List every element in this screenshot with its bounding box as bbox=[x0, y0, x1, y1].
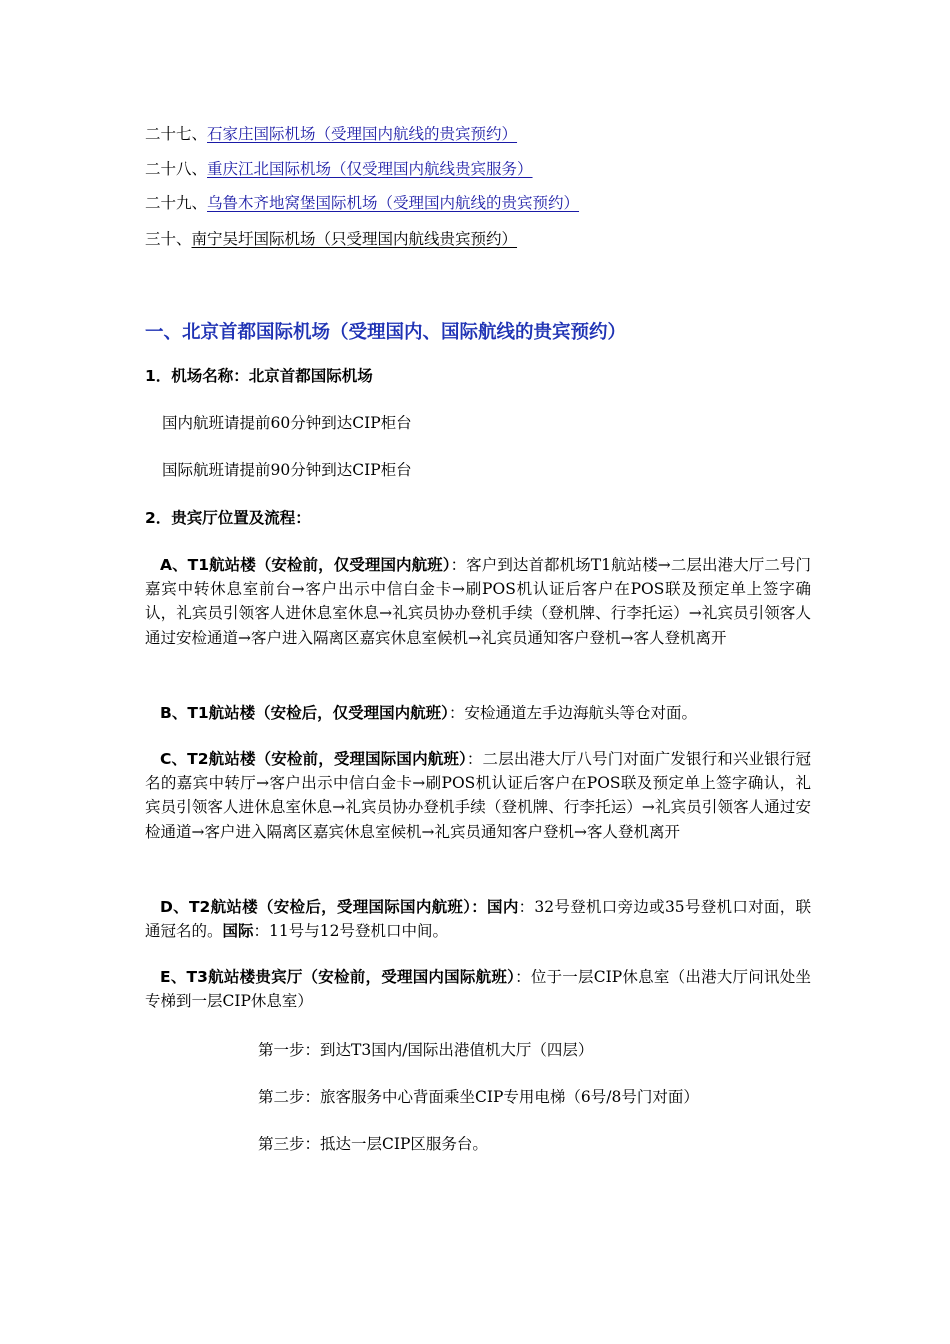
paragraph-d bbox=[145, 895, 811, 943]
paragraph-b bbox=[145, 701, 811, 725]
paragraph-e bbox=[145, 965, 811, 1013]
section-heading: 一、北京首都国际机场（受理国内、国际航线的贵宾预约） bbox=[145, 322, 627, 343]
item2-title: 2．贵宾厅位置及流程： bbox=[145, 509, 311, 527]
toc-item-link[interactable]: 石家庄国际机场（受理国内航线的贵宾预约） bbox=[207, 125, 518, 143]
paragraph-d-intl-text: ：11号与12号登机口中间。 bbox=[253, 922, 448, 941]
toc-item bbox=[145, 193, 579, 213]
paragraph-e-label: E、T3航站楼贵宾厅（安检前，受理国内国际航班） bbox=[160, 968, 516, 986]
paragraph-c-label: C、T2航站楼（安检前，受理国际国内航班） bbox=[160, 750, 467, 768]
toc-item-link[interactable]: 乌鲁木齐地窝堡国际机场（受理国内航线的贵宾预约） bbox=[207, 194, 580, 212]
step-3: 第三步：抵达一层CIP区服务台。 bbox=[258, 1135, 488, 1153]
toc-item-link[interactable]: 重庆江北国际机场（仅受理国内航线贵宾服务） bbox=[207, 159, 533, 178]
toc-item-number: 二十七、 bbox=[145, 125, 208, 143]
toc-item-link[interactable]: 南宁吴圩国际机场（只受理国内航线贵宾预约） bbox=[191, 230, 518, 248]
toc-item bbox=[145, 159, 579, 179]
intl-note: 国际航班请提前90分钟到达CIP柜台 bbox=[162, 461, 412, 479]
paragraph-d-intl-label: 国际 bbox=[222, 922, 254, 941]
toc-item bbox=[145, 124, 579, 144]
paragraph-b-label: B、T1航站楼（安检后，仅受理国内航班） bbox=[160, 704, 449, 722]
toc-item-number: 二十九、 bbox=[145, 194, 208, 212]
paragraph-a-text: ：客户到达首都机场T1航站楼→二层出港大厅二号门嘉宾中转休息室前台→客户出示中信白金卡→刷POS机认证后客户在POS联及预定单上签字确认，礼宾员引领客人进休息室休息→礼宾员协办登机手续（登机牌、行李托运）→礼宾员引领客人通过安检通道→客户进入隔离区嘉宾休息室候机→礼宾员通知客户登机→客人登机离开 bbox=[145, 556, 811, 647]
toc-item bbox=[145, 229, 579, 249]
toc-item-number: 三十、 bbox=[145, 230, 192, 248]
paragraph-d-text: ：32号登机口旁边或35号登机口对面，联通冠名的。 bbox=[145, 898, 811, 941]
paragraph-a bbox=[145, 553, 811, 650]
toc-list bbox=[145, 124, 579, 264]
paragraph-e-text: ：位于一层CIP休息室（出港大厅问讯处坐专梯到一层CIP休息室） bbox=[145, 968, 811, 1011]
paragraph-d-label: D、T2航站楼（安检后，受理国际国内航班）：国内 bbox=[160, 898, 519, 916]
step-1: 第一步：到达T3国内/国际出港值机大厅（四层） bbox=[258, 1041, 594, 1059]
toc-item-number: 二十八、 bbox=[145, 159, 208, 178]
paragraph-b-text: ：安检通道左手边海航头等仓对面。 bbox=[448, 704, 697, 722]
domestic-note: 国内航班请提前60分钟到达CIP柜台 bbox=[162, 414, 412, 432]
step-2: 第二步：旅客服务中心背面乘坐CIP专用电梯（6号/8号门对面） bbox=[258, 1088, 699, 1106]
paragraph-a-label: A、T1航站楼（安检前，仅受理国内航班） bbox=[160, 556, 451, 574]
item1-title: 1．机场名称：北京首都国际机场 bbox=[145, 367, 373, 385]
paragraph-c bbox=[145, 747, 811, 844]
paragraph-c-text: ：二层出港大厅八号门对面广发银行和兴业银行冠名的嘉宾中转厅→客户出示中信白金卡→刷POS机认证后客户在POS联及预定单上签字确认，礼宾员引领客人进休息室休息→礼宾员协办登机手续（登机牌、行李托运）→礼宾员引领客人通过安检通道→客户进入隔离区嘉宾休息室候机→礼宾员通知客户登机→客人登机离开 bbox=[145, 750, 811, 841]
